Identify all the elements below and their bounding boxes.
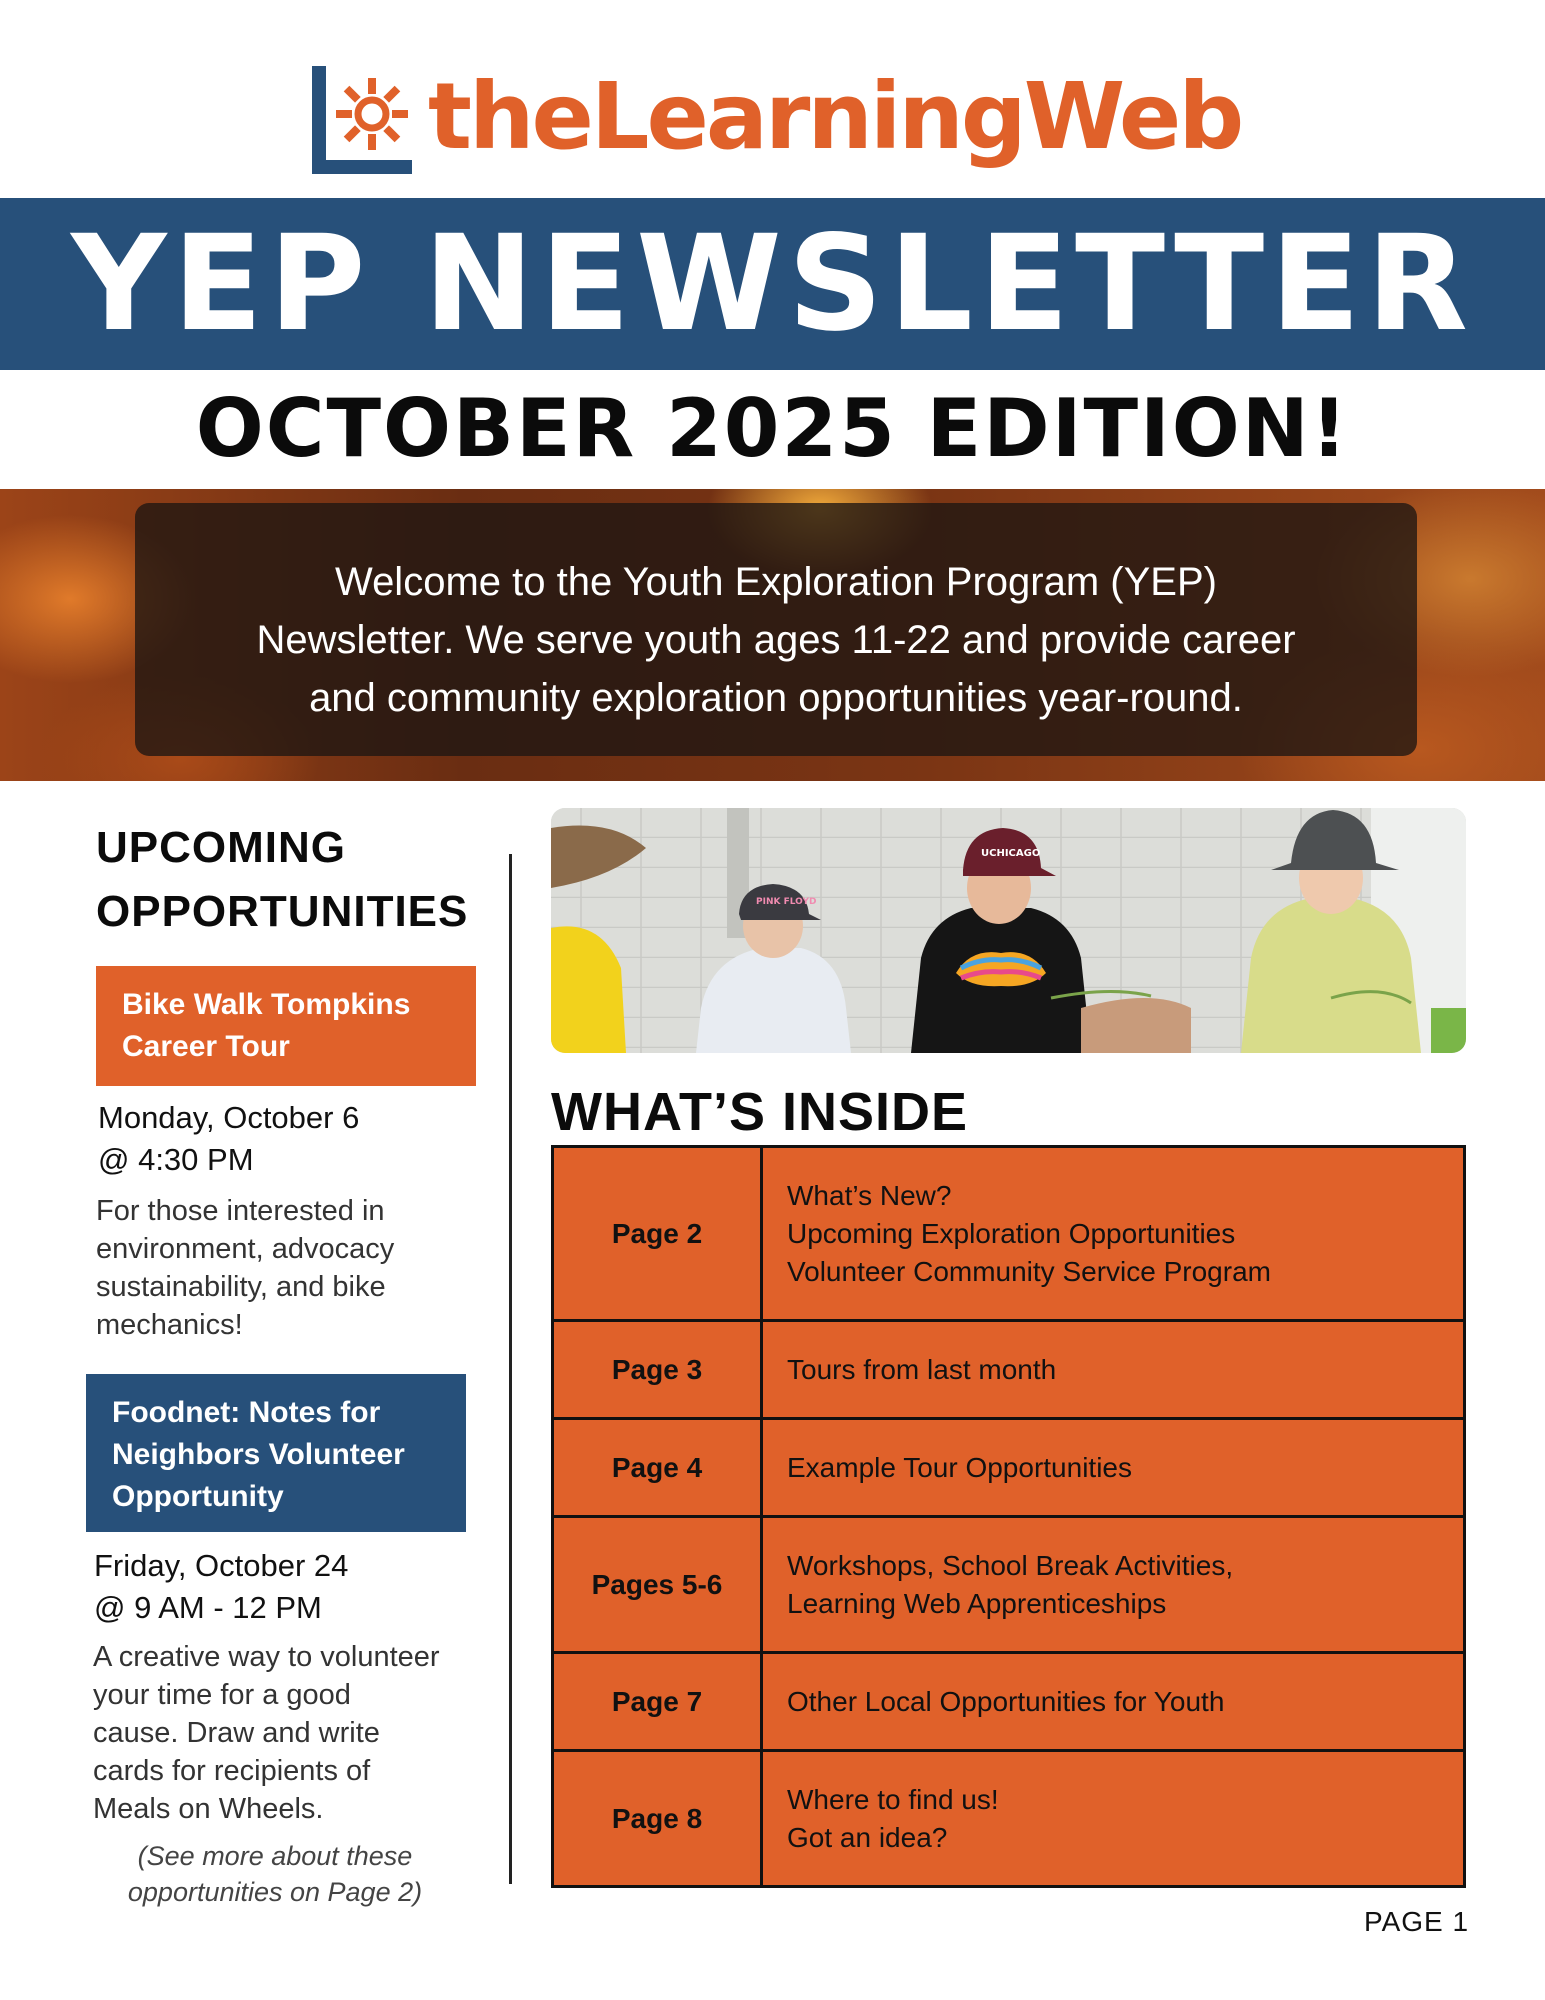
note-line: opportunities on Page 2) xyxy=(127,1877,423,1907)
cap-logo: UCHICAGO xyxy=(981,848,1041,859)
learning-web-logo-icon xyxy=(312,66,412,174)
desc-line: your time for a good xyxy=(93,1679,351,1711)
contents-line: Other Local Opportunities for Youth xyxy=(787,1685,1225,1717)
desc-line: For those interested in xyxy=(96,1195,385,1227)
contents-cell xyxy=(762,1419,1465,1517)
table-row xyxy=(553,1419,1465,1517)
table-row xyxy=(553,1653,1465,1751)
page-cell: Page 7 xyxy=(553,1653,762,1751)
students-photo xyxy=(551,808,1466,1053)
event-description xyxy=(93,1638,483,1828)
page-cell: Pages 5-6 xyxy=(553,1517,762,1653)
desc-line: A creative way to volunteer xyxy=(93,1641,440,1673)
table-row xyxy=(553,1147,1465,1321)
contents-line: Upcoming Exploration Opportunities xyxy=(787,1217,1236,1249)
table-row xyxy=(553,1517,1465,1653)
contents-line: Workshops, School Break Activities, xyxy=(787,1549,1234,1581)
event-title-line: Neighbors Volunteer xyxy=(112,1438,405,1471)
whats-inside-heading: WHAT’S INSIDE xyxy=(551,1082,968,1142)
event-time-line: @ 9 AM - 12 PM xyxy=(94,1590,322,1625)
see-more-note xyxy=(90,1838,460,1910)
hero-section xyxy=(0,489,1545,781)
event-title-line: Opportunity xyxy=(112,1480,284,1513)
intro-text xyxy=(135,553,1417,727)
contents-line: Got an idea? xyxy=(787,1821,948,1853)
desc-line: environment, advocacy xyxy=(96,1233,395,1265)
intro-box xyxy=(135,503,1417,756)
contents-cell xyxy=(762,1517,1465,1653)
cap-print: PINK FLOYD xyxy=(756,897,817,907)
contents-cell xyxy=(762,1751,1465,1887)
event-title-box xyxy=(96,966,476,1086)
column-divider xyxy=(509,854,512,1884)
contents-line: What’s New? xyxy=(787,1179,952,1211)
desc-line: cause. Draw and write xyxy=(93,1717,380,1749)
contents-line: Learning Web Apprenticeships xyxy=(787,1587,1167,1619)
contents-cell xyxy=(762,1653,1465,1751)
page-cell: Page 4 xyxy=(553,1419,762,1517)
page-cell: Page 3 xyxy=(553,1321,762,1419)
event-date xyxy=(98,1097,478,1181)
page-number: PAGE 1 xyxy=(1364,1906,1470,1937)
event-title-line: Bike Walk Tompkins xyxy=(122,988,411,1021)
edition-heading: OCTOBER 2025 EDITION! xyxy=(195,382,1350,475)
page-cell: Page 8 xyxy=(553,1751,762,1887)
contents-cell xyxy=(762,1321,1465,1419)
title-banner xyxy=(0,198,1545,370)
contents-line: Example Tour Opportunities xyxy=(787,1451,1132,1483)
contents-line: Where to find us! xyxy=(787,1783,999,1815)
newsletter-title: YEP NEWSLETTER xyxy=(71,207,1474,361)
event-description xyxy=(96,1192,476,1344)
event-date-line: Monday, October 6 xyxy=(98,1100,360,1135)
event-date xyxy=(94,1545,474,1629)
heading-line: UPCOMING xyxy=(96,823,346,872)
desc-line: Meals on Wheels. xyxy=(93,1793,324,1825)
intro-line: Newsletter. We serve youth ages 11-22 and provide career xyxy=(256,618,1296,662)
page-cell: Page 2 xyxy=(553,1147,762,1321)
logo xyxy=(312,63,1242,174)
event-title-line: Foodnet: Notes for xyxy=(112,1396,381,1429)
desc-line: mechanics! xyxy=(96,1309,243,1341)
heading-line: OPPORTUNITIES xyxy=(96,887,469,936)
contents-cell xyxy=(762,1147,1465,1321)
desc-line: sustainability, and bike xyxy=(96,1271,386,1303)
table-row xyxy=(553,1751,1465,1887)
contents-line: Tours from last month xyxy=(787,1353,1057,1385)
photo-illustration xyxy=(551,808,1466,1053)
event-title-line: Career Tour xyxy=(122,1030,290,1063)
logo-wordmark: theLearningWeb xyxy=(428,63,1242,170)
event-title-box xyxy=(86,1374,466,1532)
desc-line: cards for recipients of xyxy=(93,1755,371,1787)
note-line: (See more about these xyxy=(137,1841,413,1871)
intro-line: and community exploration opportunities year-round. xyxy=(309,676,1243,720)
contents-line: Volunteer Community Service Program xyxy=(787,1255,1271,1287)
event-date-line: Friday, October 24 xyxy=(94,1548,349,1583)
event-time-line: @ 4:30 PM xyxy=(98,1142,254,1177)
table-row xyxy=(553,1321,1465,1419)
intro-line: Welcome to the Youth Exploration Program (YEP) xyxy=(335,560,1217,604)
upcoming-heading xyxy=(96,816,496,944)
table-of-contents xyxy=(551,1145,1466,1888)
